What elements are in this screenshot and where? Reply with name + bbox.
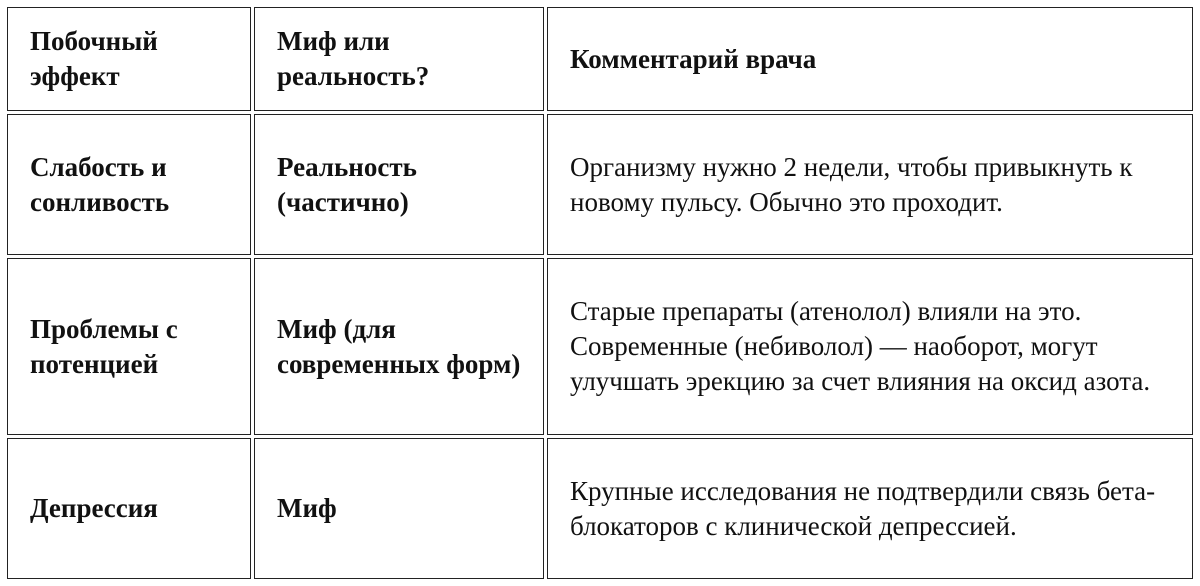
table-row [7,438,1193,579]
cell-comment: Крупные исследования не подтвердили связь бета-блокаторов с клинической депрессией. [547,438,1193,579]
table-row [7,258,1193,435]
cell-effect: Проблемы с потенцией [7,258,251,435]
cell-comment: Организму нужно 2 недели, чтобы привыкнуть к новому пульсу. Обычно это проходит. [547,114,1193,255]
cell-verdict: Миф [254,438,544,579]
header-myth-or-reality: Миф или реальность? [254,7,544,111]
cell-effect: Депрессия [7,438,251,579]
table-header-row [7,7,1193,111]
cell-effect: Слабость и сонливость [7,114,251,255]
side-effects-table [4,4,1196,582]
cell-comment: Старые препараты (атенолол) влияли на это. Современные (небиволол) — наоборот, могут улучшать эрекцию за счет влияния на оксид азота. [547,258,1193,435]
header-side-effect: Побочный эффект [7,7,251,111]
table-row [7,114,1193,255]
side-effects-table-container [4,4,1196,582]
cell-verdict: Реальность (частично) [254,114,544,255]
cell-verdict: Миф (для современных форм) [254,258,544,435]
header-doctor-comment: Комментарий врача [547,7,1193,111]
